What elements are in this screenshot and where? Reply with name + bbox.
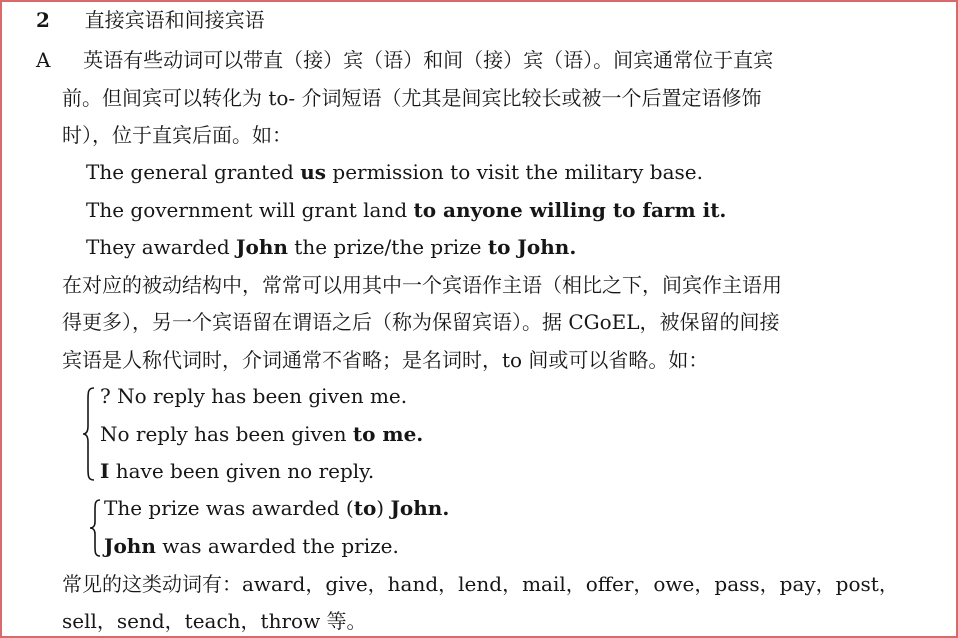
section-heading [36, 8, 265, 32]
item-marker: A [36, 48, 51, 72]
group1-line1: ? No reply has been given me. [100, 384, 408, 408]
common-verbs-line1: 常见的这类动词有：award，give，hand，lend，mail，offer，owe，pass，pay，post， [62, 572, 899, 596]
group1-line2-text: No reply has been given [100, 422, 353, 446]
brace-group-2 [88, 498, 100, 558]
item-a-line3: 时），位于直宾后面。如： [62, 123, 292, 147]
example-2 [86, 198, 726, 222]
item-a-line2: 前。但间宾可以转化为 to- 介词短语（尤其是间宾比较长或被一个后置定语修饰 [62, 86, 762, 110]
example-1-text: The general granted [86, 160, 301, 184]
group1-line2-bold: to me. [352, 422, 424, 446]
example-1 [86, 160, 703, 184]
group1-line3-bold: I [100, 459, 110, 483]
group2-line2 [104, 534, 399, 558]
group2-line1-paren: ) [376, 496, 391, 520]
group2-line1 [104, 496, 449, 520]
group1-line3 [100, 459, 374, 483]
brace-group-1 [82, 386, 94, 482]
group2-line1-bold-john: John. [390, 496, 450, 520]
passive-line2: 得更多），另一个宾语留在谓语之后（称为保留宾语）。据 CGoEL，被保留的间接 [62, 310, 780, 334]
section-number: 2 [36, 8, 50, 32]
example-2-text: The government will grant land [86, 198, 414, 222]
group1-line3-text: have been given no reply. [109, 459, 375, 483]
passive-line1: 在对应的被动结构中，常常可以用其中一个宾语作主语（相比之下，间宾作主语用 [62, 273, 782, 297]
item-a-intro-1: 英语有些动词可以带直（接）宾（语）和间（接）宾（语）。间宾通常位于直宾 [83, 48, 774, 72]
example-3 [86, 235, 576, 259]
passive-line3: 宾语是人称代词时，介词通常不省略；是名词时，to 间或可以省略。如： [62, 348, 709, 372]
common-verbs-line2: sell，send，teach，throw 等。 [62, 609, 367, 633]
item-a-line1 [36, 48, 773, 72]
group2-line1-text: The prize was awarded ( [104, 496, 354, 520]
group1-line2 [100, 422, 423, 446]
group2-line2-bold: John [104, 534, 156, 558]
group2-line2-text: was awarded the prize. [155, 534, 399, 558]
example-3-bold-1: John [236, 235, 288, 259]
group2-line1-bold-to: to [353, 496, 377, 520]
example-1-bold: us [300, 160, 327, 184]
example-3-mid: the prize/the prize [287, 235, 488, 259]
example-1-rest: permission to visit the military base. [326, 160, 703, 184]
example-3-text: They awarded [86, 235, 237, 259]
example-2-bold: to anyone willing to farm it. [413, 198, 727, 222]
section-title: 直接宾语和间接宾语 [84, 8, 265, 32]
example-3-bold-2: to John. [487, 235, 577, 259]
